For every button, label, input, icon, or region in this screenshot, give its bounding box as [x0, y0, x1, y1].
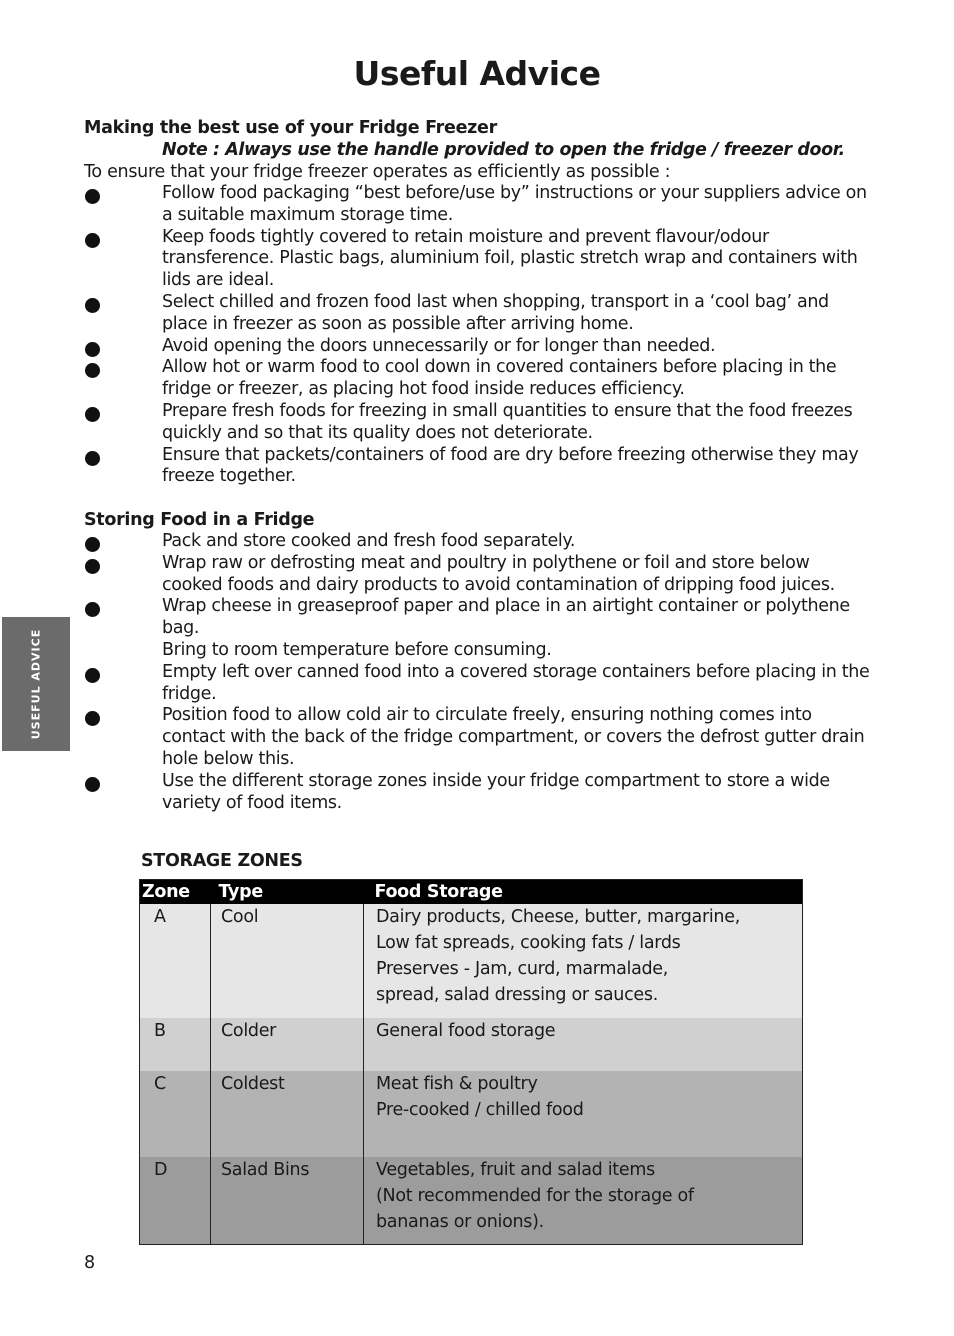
- door-handle-note: Note : Always use the handle provided to open the fridge / freezer door.: [162, 140, 845, 160]
- side-tab-label: USEFUL ADVICE: [29, 628, 43, 740]
- type-cell: Coldest: [211, 1071, 364, 1157]
- bullet-icon: [85, 602, 100, 617]
- section-heading: Making the best use of your Fridge Freezer: [84, 118, 497, 138]
- intro-text: To ensure that your fridge freezer operates as efficiently as possible :: [84, 162, 671, 182]
- table-header-row: [140, 880, 803, 905]
- list-item: Allow hot or warm food to cool down in covered containers before placing in the fridge or freezer, as placing hot food inside reduces efficiency.: [84, 357, 874, 401]
- list-item: Avoid opening the doors unnecessarily or for longer than needed.: [84, 336, 874, 358]
- list-item: Follow food packaging “best before/use by” instructions or your suppliers advice on a suitable maximum storage time.: [84, 183, 874, 227]
- bullet-icon: [85, 451, 100, 466]
- section-heading: Storing Food in a Fridge: [84, 510, 315, 530]
- zone-cell: B: [140, 1018, 211, 1071]
- type-cell: Salad Bins: [211, 1157, 364, 1245]
- column-header-type: Type: [211, 880, 364, 905]
- table-row: [140, 1157, 803, 1245]
- zone-cell: A: [140, 904, 211, 1018]
- storage-zones-table: [139, 879, 803, 1245]
- list-item: Pack and store cooked and fresh food separately.: [84, 531, 874, 553]
- type-cell: Colder: [211, 1018, 364, 1071]
- list-item: Use the different storage zones inside your fridge compartment to store a wide variety of food items.: [84, 771, 874, 815]
- list-item: Prepare fresh foods for freezing in small quantities to ensure that the food freezes quickly and so that its quality does not deteriorate.: [84, 401, 874, 445]
- page-number: 8: [84, 1253, 96, 1273]
- type-cell: Cool: [211, 904, 364, 1018]
- section-storing-food: [84, 509, 874, 814]
- table-row: [140, 904, 803, 1018]
- bullet-icon: [85, 407, 100, 422]
- list-item: Empty left over canned food into a covered storage containers before placing in the fridge.: [84, 662, 874, 706]
- zone-cell: D: [140, 1157, 211, 1245]
- food-storage-cell: Vegetables, fruit and salad items (Not recommended for the storage of bananas or onions).: [364, 1157, 803, 1245]
- section-side-tab: [2, 617, 70, 751]
- page-title: Useful Advice: [353, 54, 601, 93]
- bullet-icon: [85, 298, 100, 313]
- bullet-icon: [85, 777, 100, 792]
- bullet-icon: [85, 668, 100, 683]
- food-storage-cell: Dairy products, Cheese, butter, margarine, Low fat spreads, cooking fats / lards Preserves - Jam, curd, marmalade, spread, salad dressing or sauces.: [364, 904, 803, 1018]
- bullet-list: [84, 531, 874, 814]
- bullet-icon: [85, 711, 100, 726]
- list-item: Ensure that packets/containers of food are dry before freezing otherwise they may freeze together.: [84, 445, 874, 489]
- column-header-zone: Zone: [140, 880, 211, 905]
- section-best-use: [84, 117, 874, 488]
- zone-cell: C: [140, 1071, 211, 1157]
- bullet-icon: [85, 363, 100, 378]
- list-item: Position food to allow cold air to circulate freely, ensuring nothing comes into contact with the back of the fridge compartment, or covers the defrost gutter drain hole below this.: [84, 705, 874, 770]
- food-storage-cell: Meat fish & poultry Pre-cooked / chilled food: [364, 1071, 803, 1157]
- table-row: [140, 1018, 803, 1071]
- list-item: Keep foods tightly covered to retain moisture and prevent flavour/odour transference. Plastic bags, aluminium foil, plastic stretch wrap and containers with lids are ideal.: [84, 227, 874, 292]
- bullet-list: [84, 183, 874, 488]
- storage-zones-title: STORAGE ZONES: [141, 851, 303, 871]
- bullet-icon: [85, 342, 100, 357]
- list-item: Wrap cheese in greaseproof paper and place in an airtight container or polythene bag. Bring to room temperature before consuming.: [84, 596, 874, 661]
- bullet-icon: [85, 233, 100, 248]
- bullet-icon: [85, 189, 100, 204]
- table-row: [140, 1071, 803, 1157]
- bullet-icon: [85, 537, 100, 552]
- bullet-icon: [85, 559, 100, 574]
- list-item: Select chilled and frozen food last when shopping, transport in a ‘cool bag’ and place in freezer as soon as possible after arriving home.: [84, 292, 874, 336]
- column-header-food-storage: Food Storage: [364, 880, 803, 905]
- list-item: Wrap raw or defrosting meat and poultry in polythene or foil and store below cooked foods and dairy products to avoid contamination of dripping food juices.: [84, 553, 874, 597]
- food-storage-cell: General food storage: [364, 1018, 803, 1071]
